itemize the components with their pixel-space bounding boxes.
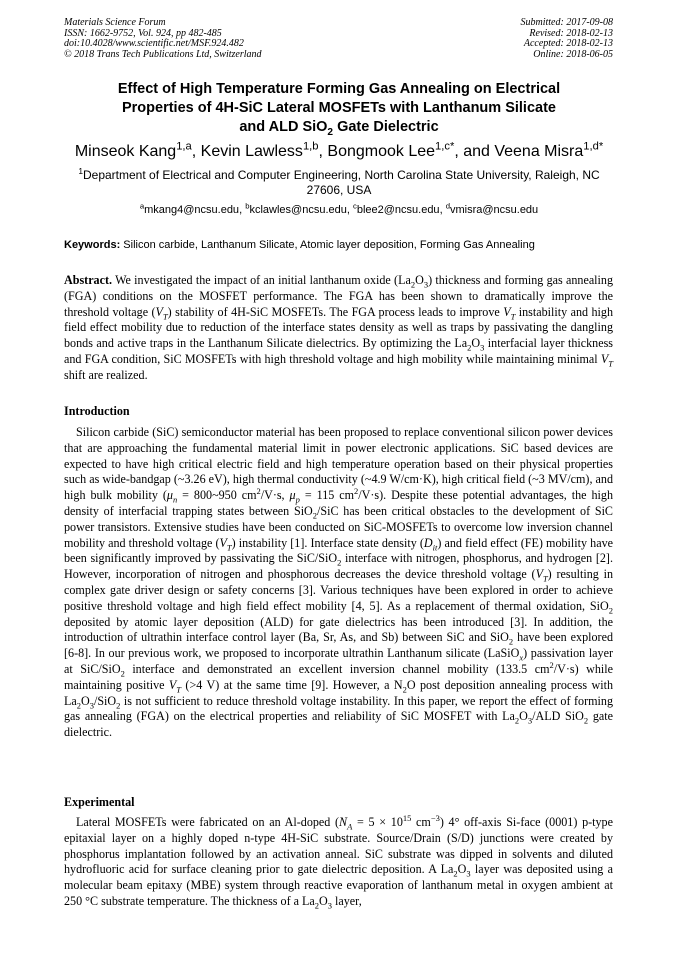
email-link[interactable]: blee2@ncsu.edu xyxy=(356,204,440,216)
keywords xyxy=(64,238,624,252)
revised-date: Revised: 2018-02-13 xyxy=(529,27,613,39)
author: Bongmook Lee xyxy=(327,143,436,160)
journal-copyright: © 2018 Trans Tech Publications Ltd, Switzerland xyxy=(64,48,262,60)
email-list: $^a$mkang4@ncsu.edu, $^b$kclawles@ncsu.edu, $^c$blee2@ncsu.edu, $^d$vmisra@ncsu.edu xyxy=(139,201,539,216)
email-link[interactable]: vmisra@ncsu.edu xyxy=(449,204,539,216)
keywords-text: Silicon carbide, Lanthanum Silicate, Atomic layer deposition, Forming Gas Annealing xyxy=(120,239,535,251)
email-link[interactable]: kclawles@ncsu.edu xyxy=(249,204,347,216)
abstract: Abstract. We investigated the impact of an initial lanthanum oxide $(La_2O_3)$ thickness and forming gas annealing (FGA) conditions on the MOSFET performance. The FGA has been shown to dramatically improve the threshold voltage $(V_T)$ stability of 4H-SiC MOSFETs. The FGA process leads to improve $V_T$ instability and high field effect mobility due to reduction of the interface states density as well as traps by passivating the dangling bonds and active traps in the Lanthanum Silicate dielectrics. By optimizing the $La_2O_3$ interfacial layer thickness and FGA condition, SiC MOSFETs with high threshold voltage and high mobility while maintaining minimal $V_T$ shift are realized. xyxy=(64,273,614,382)
journal-name: Materials Science Forum xyxy=(64,17,166,28)
journal-header xyxy=(64,18,262,60)
title-line-1: Effect of High Temperature Forming Gas Annealing on Electrical xyxy=(117,81,561,97)
introduction-heading: Introduction xyxy=(64,404,130,418)
abstract-label: Abstract. xyxy=(64,273,113,287)
keywords-label: Keywords: xyxy=(64,239,121,251)
journal-doi: doi:10.4028/www.scientific.net/MSF.924.482 xyxy=(64,38,244,50)
experimental-body: Lateral MOSFETs were fabricated on an Al-doped ($N_A = 5 \times 10^{15}$ $cm^{-3}$) 4° off-axis Si-face (0001) p-type epitaxial layer on a highly doped n-type 4H-SiC substrate. Source/Drain (S/D) junctions were created by phosphorus implantation followed by an activation anneal. SiC substrate was dipped in solvents and diluted hydrofluoric acid for surface cleaning prior to gate dielectric deposition. A $La_2O_3$ layer was deposited using a molecular beam epitaxy (MBE) system through reactive evaporation of lanthanum metal in oxygen ambient at 250 °C substrate temperature. The thickness of a $La_2O_3$ layer, xyxy=(64,812,613,911)
author: Veena Misra xyxy=(494,143,584,160)
title-line-2: Properties of 4H-SiC Lateral MOSFETs with Lanthanum Silicate xyxy=(121,100,556,116)
accepted-date: Accepted: 2018-02-13 xyxy=(523,38,613,50)
author-list: Minseok Kang$^{1,a}$, Kevin Lawless$^{1,b}$, Bongmook Lee$^{1,c*}$, and Veena Misra$^{1,d*}$ xyxy=(74,140,604,160)
submitted-date: Submitted: 2017-09-08 xyxy=(520,17,613,28)
journal-issn: ISSN: 1662-9752, Vol. 924, pp 482-485 xyxy=(64,27,222,39)
author: Minseok Kang xyxy=(74,143,177,160)
online-date: Online: 2018-06-05 xyxy=(533,48,613,60)
experimental-heading: Experimental xyxy=(64,795,135,809)
title-line-3: and ALD SiO$_2$ Gate Dielectric xyxy=(239,119,439,138)
dates-header xyxy=(521,18,614,60)
affiliation: $^1$Department of Electrical and Computer Engineering, North Carolina State University, Raleigh, NC 27606, USA xyxy=(78,166,600,197)
email-link[interactable]: mkang4@ncsu.edu xyxy=(144,204,240,216)
author: Kevin Lawless xyxy=(200,143,303,160)
introduction-body: Silicon carbide (SiC) semiconductor material has been proposed to replace conventional silicon power devices that are approaching the fundamental material limit in power electronic applications. SiC based devices are expected to have high critical electric field and high temperature operation based on their physical properties such as wide-bandgap (~3.26 eV), high thermal conductivity (~4.9 W/cm·K), high critical field (~3 MV/cm), and high bulk mobility ($\mu_n$ = 800~950 $cm^2/V\cdot s$, $\mu_p = 115$ $cm^2/V\cdot s$). Despite these potential advantages, the high density of interfacial trapping states between SiO$_2$/SiC has been critical obstacles to the development of SiC power transistors. Extensive studies have been conducted on SiC-MOSFETs to overcome low inversion channel mobility and threshold voltage $(V_T)$ instability [1]. Interface state density $(D_{it})$ and field effect (FE) mobility have been significantly improved by passivating the SiC/SiO$_2$ interface with nitrogen, phosphorus, and hydrogen [2]. However, incorporation of nitrogen and phosphorous decreases the device threshold voltage $(V_T)$ resulting in complex gate driver design or safety concerns [3]. Various techniques have been explored in order to achieve positive threshold voltage and high field effect mobility [4, 5]. As a replacement of thermal oxidation, SiO$_2$ deposited by atomic layer deposition (ALD) for gate dielectrics has been introduced [3]. In addition, the introduction of ultrathin interface control layer (Ba, Sr, As, and Sb) between SiC and SiO$_2$ have been explored [6-8]. In our previous work, we proposed to incorporate ultrathin Lanthanum silicate (LaSiO$_x$) passivation layer at SiC/SiO$_2$ interface and demonstrated an excellent inversion channel mobility (133.5 $cm^2/V\cdot s$) while maintaining positive $V_T$ (>4 V) at the same time [9]. However, a $N_2O$ post deposition annealing process with $La_2O_3/SiO_2$ is not sufficient to reduce threshold voltage instability. In this paper, we report the effect of forming gas annealing (FGA) on the electrical properties and reliability of SiC MOSFET with $La_2O_3$/ALD SiO$_2$ gate dielectric. xyxy=(64,425,614,740)
paper-title xyxy=(40,80,638,137)
